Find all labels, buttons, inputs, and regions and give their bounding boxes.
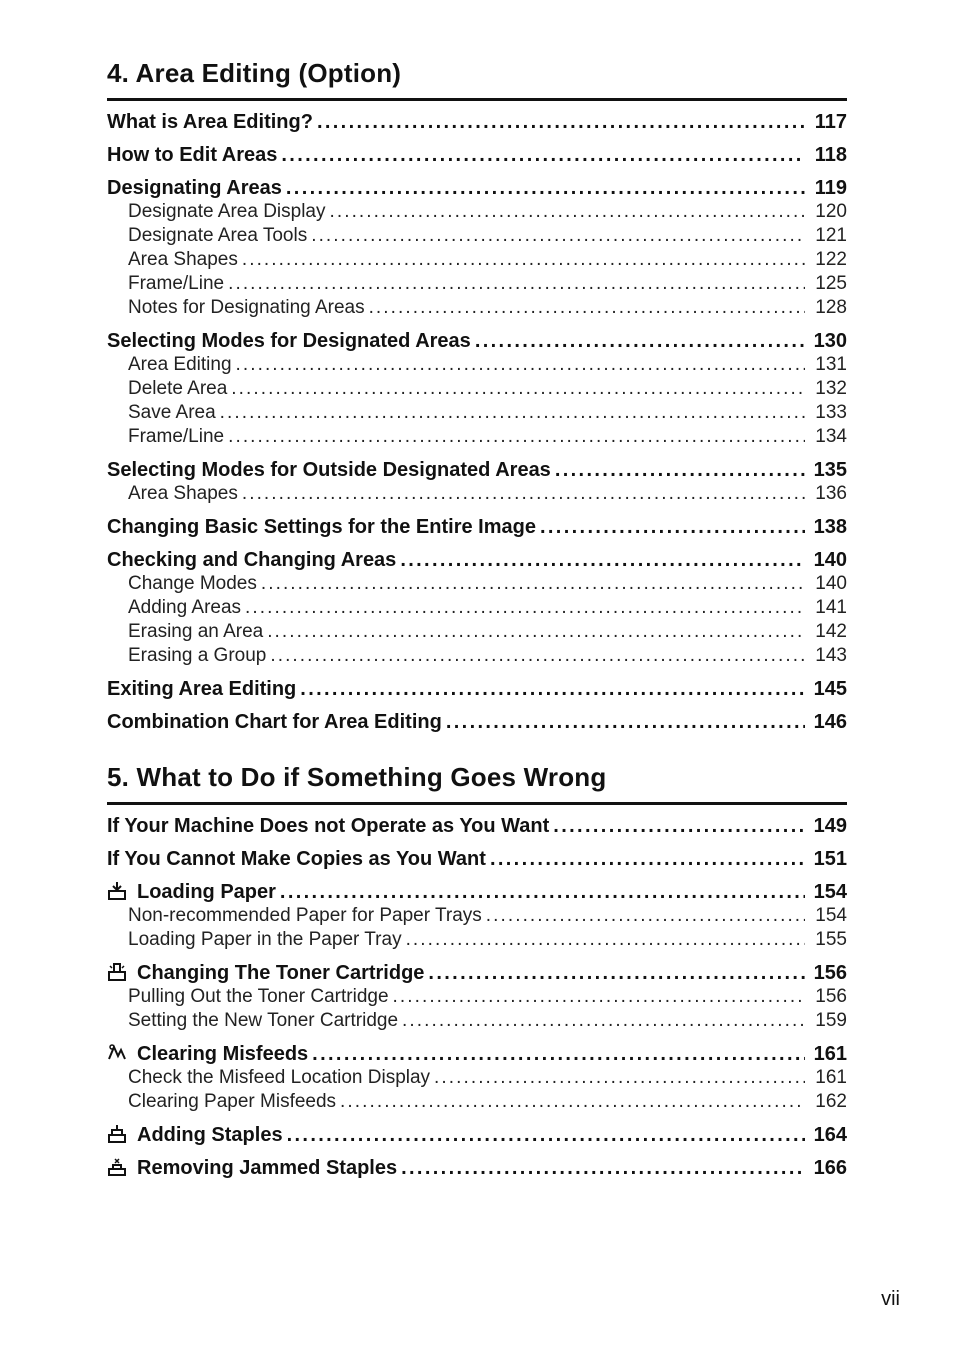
toc-page-number: 128 [815,297,847,318]
toc-main-entry[interactable] [107,1123,847,1147]
toc-page-number: 133 [815,402,847,423]
toc-page-number: 134 [815,426,847,447]
dot-leader [261,572,805,596]
toc-group [107,710,847,734]
toc-entry-text: If Your Machine Does not Operate as You Want [107,815,550,837]
toc-main-entry[interactable] [107,880,847,904]
toc-page-number: 120 [815,201,847,222]
toc-entry-title [107,1123,283,1147]
toc-main-entry[interactable] [107,1156,847,1180]
toc-entry-text: Clearing Misfeeds [137,1043,309,1065]
toc-page-number: 156 [813,962,847,984]
section-4-title: 4. Area Editing (Option) [107,56,847,101]
toc-entry-text: Loading Paper [137,881,276,903]
toc-main-entry[interactable] [107,847,847,871]
toc-sub-entry[interactable] [107,200,847,224]
toc-entry-text: Designate Area Tools [128,225,308,246]
toc-entry-text: Designate Area Display [128,201,326,222]
toc-sub-entry[interactable] [107,401,847,425]
toc-entry-text: Selecting Modes for Designated Areas [107,330,471,352]
dot-leader [486,904,805,928]
toc-entry-text: Erasing a Group [128,645,267,666]
toc-entry-title [107,329,471,353]
toc-sub-entry[interactable] [107,296,847,320]
toc-entry-text: Frame/Line [128,426,225,447]
toc-entry-title [107,143,277,167]
toc-entry-text: Combination Chart for Area Editing [107,711,442,733]
toc-page-number: 161 [815,1067,847,1088]
toc-page-number: 149 [813,815,847,837]
toc-entry-text: Change Modes [128,573,257,594]
toc-entry-text: Loading Paper in the Paper Tray [128,929,402,950]
toc-page-number: 136 [815,483,847,504]
toc-group [107,961,847,1033]
dot-leader [446,710,805,734]
toc-page-number: 154 [813,881,847,903]
toc-group [107,1156,847,1180]
dot-leader [369,296,805,320]
toc-entry-text: What is Area Editing? [107,111,313,133]
toc-page-number: 141 [815,597,847,618]
toc-group [107,515,847,539]
toc-page-number: 140 [815,573,847,594]
toc-main-entry[interactable] [107,176,847,200]
dot-leader [406,928,805,952]
toc-page-number: 146 [813,711,847,733]
toc-main-entry[interactable] [107,110,847,134]
toc-page-number: 162 [815,1091,847,1112]
dot-leader [267,620,805,644]
toc-entry-title [107,710,442,734]
toc-sub-entry[interactable] [107,353,847,377]
toc-sub-entry[interactable] [107,224,847,248]
toc-entry-text: Adding Staples [137,1124,283,1146]
toc-group [107,548,847,668]
toc-entry-text: Non-recommended Paper for Paper Trays [128,905,482,926]
load-paper-icon [107,881,127,901]
dot-leader [401,1156,805,1180]
dot-leader [228,425,805,449]
toc-entry-text: Selecting Modes for Outside Designated Areas [107,459,551,481]
toc-page-number: 159 [815,1010,847,1031]
toc-entry-text: Exiting Area Editing [107,678,297,700]
toc-group [107,176,847,320]
toc-entry-text: How to Edit Areas [107,144,278,166]
toc-page-number: 132 [815,378,847,399]
toc-main-entry[interactable] [107,515,847,539]
dot-leader [270,644,805,668]
toc-main-entry[interactable] [107,458,847,482]
dot-leader [236,353,805,377]
toc-entry-title [107,847,486,871]
section-4-entries [107,110,847,734]
toc-entry-text: Removing Jammed Staples [137,1157,398,1179]
dot-leader [286,176,805,200]
toc-page-number: 122 [815,249,847,270]
toc-group [107,458,847,506]
dot-leader [434,1066,805,1090]
toc-sub-entry[interactable] [107,377,847,401]
toc-entry-title [107,548,396,572]
toc-group [107,847,847,871]
misfeed-icon [107,1043,127,1063]
toc-sub-entry[interactable] [107,596,847,620]
toc-page-number: 135 [813,459,847,481]
toc-page-number: 166 [813,1157,847,1179]
dot-leader [231,377,805,401]
toc-main-entry[interactable] [107,143,847,167]
toc-group [107,814,847,838]
toc-page-number: 155 [815,929,847,950]
toc-entry-text: Check the Misfeed Location Display [128,1067,431,1088]
dot-leader [393,985,805,1009]
jammed-staples-icon [107,1157,127,1177]
dot-leader [540,515,805,539]
dot-leader [245,596,805,620]
dot-leader [311,224,805,248]
dot-leader [280,880,805,904]
toc-sub-entry[interactable] [107,572,847,596]
dot-leader [490,847,805,871]
toc-page-number: 151 [813,848,847,870]
toc-entry-text: Changing Basic Settings for the Entire Image [107,516,536,538]
toc-main-entry[interactable] [107,1042,847,1066]
dot-leader [242,248,805,272]
dot-leader [242,482,805,506]
toc-entry-title [107,515,536,539]
toc-entry-text: Clearing Paper Misfeeds [128,1091,337,1112]
toc-entry-title [107,961,424,985]
toc-entry-text: Adding Areas [128,597,242,618]
toc-page-number: 119 [814,177,847,199]
dot-leader [317,110,805,134]
toc-main-entry[interactable] [107,677,847,701]
toc-sub-entry[interactable] [107,620,847,644]
table-of-contents [107,56,847,1180]
dot-leader [287,1123,805,1147]
toc-entry-title [107,880,276,904]
dot-leader [555,458,805,482]
toc-page-number: 130 [813,330,847,352]
toc-sub-entry[interactable] [107,644,847,668]
toc-main-entry[interactable] [107,961,847,985]
toc-page-number: 156 [815,986,847,1007]
toc-sub-entry[interactable] [107,928,847,952]
dot-leader [428,961,805,985]
toc-entry-text: Designating Areas [107,177,282,199]
toc-page-number: 118 [814,144,847,166]
toc-entry-text: Erasing an Area [128,621,264,642]
dot-leader [300,677,805,701]
dot-leader [220,401,805,425]
toc-page-number: 131 [815,354,847,375]
toc-entry-text: Area Shapes [128,249,238,270]
dot-leader [281,143,805,167]
toc-group [107,110,847,134]
dot-leader [553,814,805,838]
toc-entry-title [107,1156,397,1180]
toc-page-number: 164 [813,1124,847,1146]
dot-leader [340,1090,805,1114]
toc-entry-text: Checking and Changing Areas [107,549,397,571]
toc-sub-entry[interactable] [107,248,847,272]
toc-sub-entry[interactable] [107,482,847,506]
toc-group [107,1042,847,1114]
toc-page-number: 121 [815,225,847,246]
dot-leader [475,329,805,353]
toc-main-entry[interactable] [107,329,847,353]
toc-sub-entry[interactable] [107,1066,847,1090]
toc-page-number: 142 [815,621,847,642]
toc-entry-text: Area Editing [128,354,232,375]
toc-entry-title [107,176,282,200]
toc-page-number: 143 [815,645,847,666]
toc-entry-title [107,110,313,134]
toc-sub-entry[interactable] [107,425,847,449]
toc-sub-entry[interactable] [107,272,847,296]
dot-leader [228,272,805,296]
dot-leader [330,200,806,224]
toc-sub-entry[interactable] [107,904,847,928]
toc-entry-text: Delete Area [128,378,228,399]
toc-entry-text: Area Shapes [128,483,238,504]
toc-entry-text: Save Area [128,402,216,423]
add-staples-icon [107,1124,127,1144]
toc-main-entry[interactable] [107,814,847,838]
toc-entry-title [107,677,296,701]
toc-entry-text: Setting the New Toner Cartridge [128,1010,399,1031]
dot-leader [400,548,805,572]
toc-group [107,143,847,167]
toc-entry-title [107,458,551,482]
toc-entry-text: Pulling Out the Toner Cartridge [128,986,389,1007]
toc-main-entry[interactable] [107,710,847,734]
toc-main-entry[interactable] [107,548,847,572]
toc-entry-text: Notes for Designating Areas [128,297,365,318]
toc-page-number: 140 [813,549,847,571]
toc-entry-text: Changing The Toner Cartridge [137,962,425,984]
toc-page-number: 154 [815,905,847,926]
toner-icon [107,962,127,982]
section-5-entries [107,814,847,1180]
dot-leader [402,1009,805,1033]
toc-entry-title [107,1042,308,1066]
section-5-title: 5. What to Do if Something Goes Wrong [107,760,847,805]
toc-sub-entry[interactable] [107,985,847,1009]
toc-group [107,1123,847,1147]
toc-page-number: 161 [813,1043,847,1065]
toc-entry-text: Frame/Line [128,273,225,294]
toc-group [107,880,847,952]
toc-page-number: 145 [813,678,847,700]
toc-group [107,329,847,449]
toc-entry-title [107,814,549,838]
toc-group [107,677,847,701]
toc-sub-entry[interactable] [107,1009,847,1033]
toc-entry-text: If You Cannot Make Copies as You Want [107,848,486,870]
toc-page-number: 138 [813,516,847,538]
page-number: vii [881,1288,900,1310]
toc-page-number: 125 [815,273,847,294]
dot-leader [312,1042,805,1066]
toc-page-number: 117 [814,111,847,133]
toc-sub-entry[interactable] [107,1090,847,1114]
